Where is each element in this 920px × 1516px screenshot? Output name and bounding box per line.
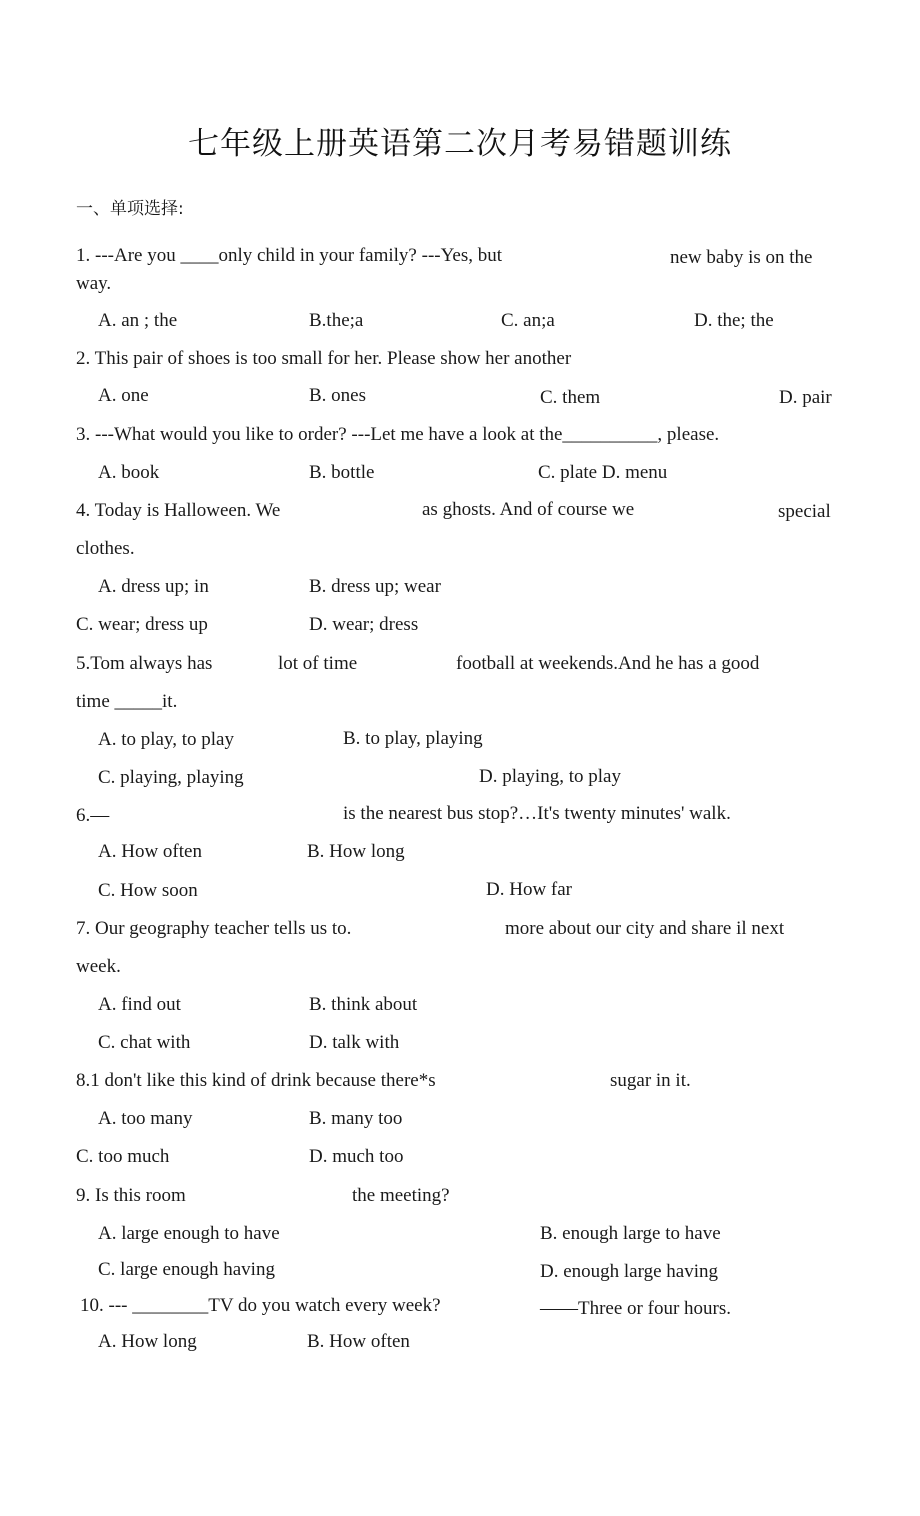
q5-option-d: D. playing, to play [479,766,621,787]
q3-option-a: A. book [98,462,160,483]
q9-stem: 9. Is this room [76,1185,186,1206]
q9-option-b: B. enough large to have [540,1223,721,1244]
q8-option-b: B. many too [309,1108,403,1129]
q4-option-a: A. dress up; in [98,576,209,597]
q1-option-d: D. the; the [694,310,774,331]
q9-option-d: D. enough large having [540,1261,718,1282]
q8-option-c: C. too much [76,1146,170,1167]
q1-option-b: B.the;a [309,310,364,331]
q1-stem: 1. ---Are you ____only child in your family? ---Yes, but [76,245,503,266]
q8-stem-cont: sugar in it. [610,1070,691,1091]
q6-stem: 6.— [76,805,110,826]
q5-stem-end: time _____it. [76,691,178,712]
q7-option-b: B. think about [309,994,418,1015]
q7-option-a: A. find out [98,994,181,1015]
q6-option-d: D. How far [486,879,573,900]
q10-option-b: B. How often [307,1331,410,1352]
q7-stem: 7. Our geography teacher tells us to. [76,918,352,939]
q4-stem-mid: as ghosts. And of course we [422,499,635,520]
q4-stem-right: special [778,501,831,522]
q4-option-b: B. dress up; wear [309,576,441,597]
q1-stem-end: way. [76,273,112,294]
q4-stem: 4. Today is Halloween. We [76,500,281,521]
q4-option-d: D. wear; dress [309,614,419,635]
q9-stem-cont: the meeting? [352,1185,450,1206]
q2-option-b: B. ones [309,385,366,406]
q3-option-cd: C. plate D. menu [538,462,668,483]
q5-option-b: B. to play, playing [343,728,483,749]
q10-option-a: A. How long [98,1331,197,1352]
q5-stem: 5.Tom always has [76,653,213,674]
q8-option-d: D. much too [309,1146,404,1167]
q10-answer: ——Three or four hours. [540,1298,732,1319]
q5-option-c: C. playing, playing [98,767,244,788]
q1-option-c: C. an;a [501,310,555,331]
q3-stem: 3. ---What would you like to order? ---Let me have a look at the__________, please. [76,424,720,445]
q5-stem-right: football at weekends.And he has a good [456,653,760,674]
q7-option-d: D. talk with [309,1032,400,1053]
q8-stem: 8.1 don't like this kind of drink because there*s [76,1070,436,1091]
q9-option-c: C. large enough having [98,1259,275,1280]
q2-option-a: A. one [98,385,149,406]
q6-option-b: B. How long [307,841,405,862]
q1-stem-cont: new baby is on the [670,247,813,268]
q3-option-b: B. bottle [309,462,375,483]
q6-stem-cont: is the nearest bus stop?…It's twenty minutes' walk. [343,803,731,824]
q5-option-a: A. to play, to play [98,729,234,750]
q4-option-c: C. wear; dress up [76,614,208,635]
q8-option-a: A. too many [98,1108,193,1129]
q5-stem-mid: lot of time [278,653,358,674]
q7-option-c: C. chat with [98,1032,191,1053]
q9-option-a: A. large enough to have [98,1223,280,1244]
q7-stem-cont: more about our city and share il next [505,918,785,939]
section-heading: 一、单项选择: [76,199,184,219]
q10-stem: 10. --- ________TV do you watch every week? [80,1295,441,1316]
q6-option-c: C. How soon [98,880,198,901]
q2-option-c: C. them [540,387,601,408]
q2-option-d: D. pair [779,387,832,408]
q1-option-a: A. an ; the [98,310,178,331]
q7-stem-end: week. [76,956,121,977]
q4-stem-end: clothes. [76,538,135,559]
q6-option-a: A. How often [98,841,202,862]
q2-stem: 2. This pair of shoes is too small for her. Please show her another [76,348,572,369]
page-title: 七年级上册英语第二次月考易错题训练 [188,126,732,162]
